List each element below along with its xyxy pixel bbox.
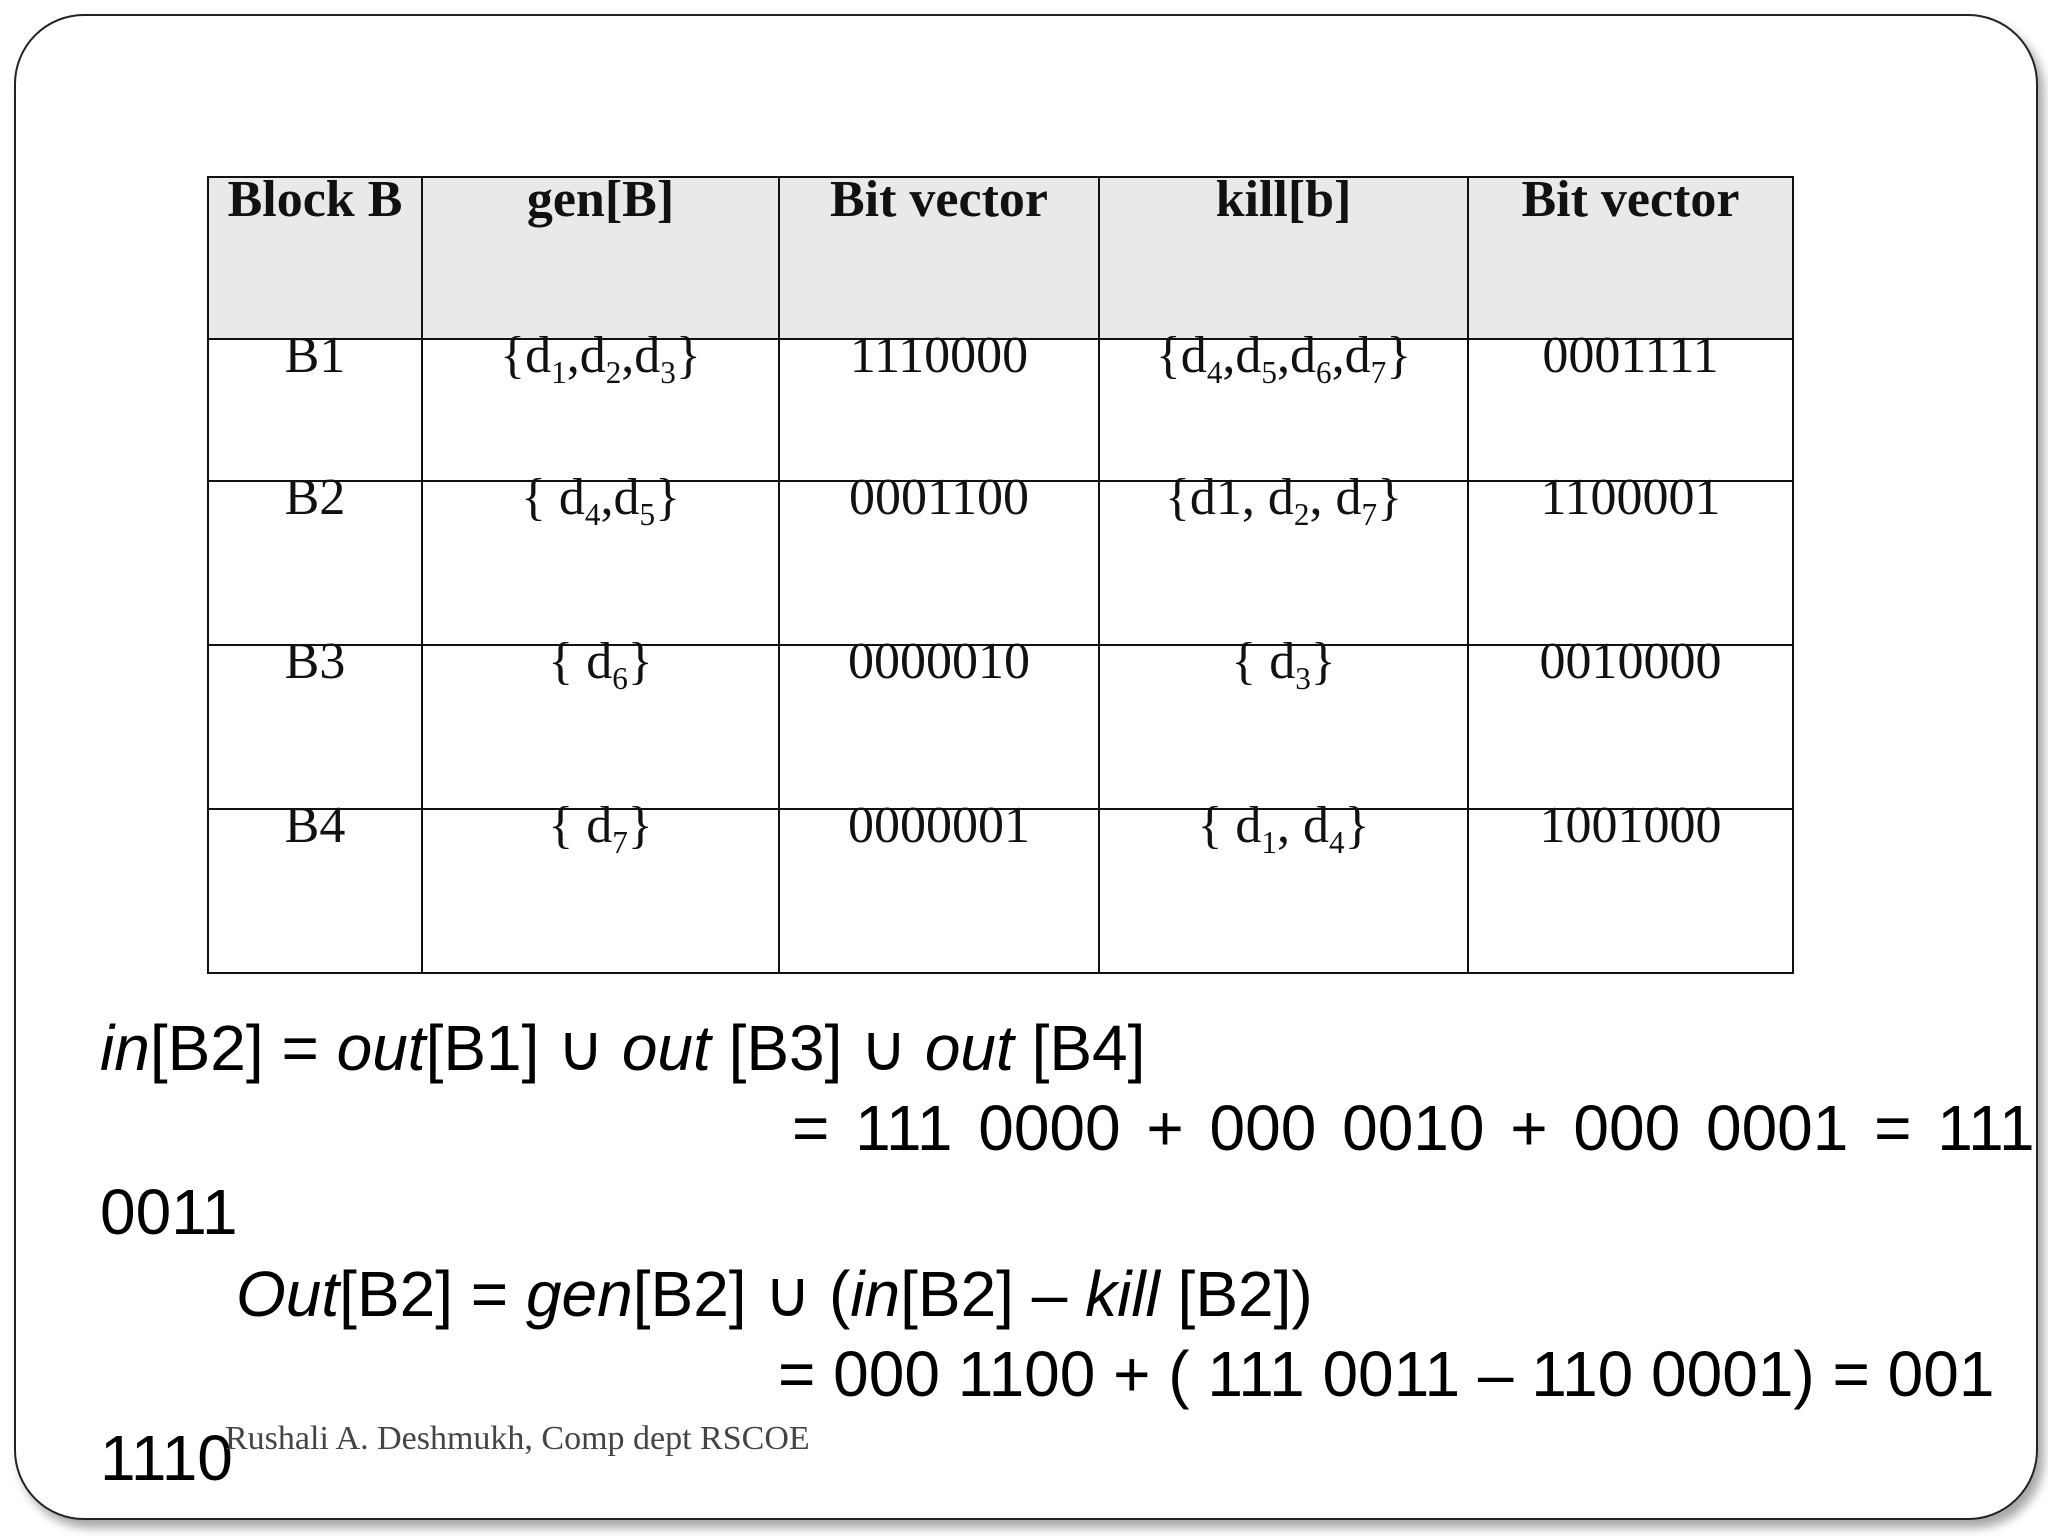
cell-block: B1 [208, 339, 422, 481]
equation-in-b2: in[B2] = out[B1] ∪ out [B3] ∪ out [B4] [100, 1012, 1146, 1084]
cell-gen-bits: 0000010 [779, 645, 1099, 809]
equation-in-b2-value-cont: 0011 [100, 1176, 238, 1248]
gen-kill-table [207, 171, 1794, 974]
cell-gen-set: { $d_4,d_5$} [422, 481, 779, 645]
cell-kill-bits: 1001000 [1468, 809, 1793, 973]
cell-gen-set: $\{d_1,d_2,d_3\}$ [422, 339, 779, 481]
table-row [208, 645, 1793, 809]
equation-in-b2-value: = 111 0000 + 000 0010 + 000 0001 = 111 [792, 1092, 2035, 1164]
equation-out-b2: Out[B2] = gen[B2] ∪ (in[B2] – kill [B2]) [236, 1258, 1313, 1330]
cell-block: B2 [208, 481, 422, 645]
equation-out-b2-value-cont: 1110 [100, 1422, 233, 1494]
cell-kill-set: { $d_1$, $d_4$} [1099, 809, 1468, 973]
header-kill: kill[b] [1099, 177, 1468, 339]
cell-block: B3 [208, 645, 422, 809]
cell-gen-set: { $d_7$} [422, 809, 779, 973]
cell-kill-bits: 0010000 [1468, 645, 1793, 809]
table-row [208, 809, 1793, 973]
footer-credit: Rushali A. Deshmukh, Comp dept RSCOE [225, 1420, 810, 1457]
cell-kill-bits: 1100001 [1468, 481, 1793, 645]
cell-gen-bits: 1110000 [779, 339, 1099, 481]
cell-gen-bits: 0001100 [779, 481, 1099, 645]
cell-kill-set: { $d_3$} [1099, 645, 1468, 809]
table-row [208, 339, 1793, 481]
header-kill-bitvector: Bit vector [1468, 177, 1793, 339]
cell-kill-bits: 0001111 [1468, 339, 1793, 481]
header-gen-bitvector: Bit vector [779, 177, 1099, 339]
table-header-row [208, 177, 1793, 339]
equation-out-b2-value: = 000 1100 + ( 111 0011 – 110 0001) = 001 [778, 1338, 1995, 1410]
header-gen: gen[B] [422, 177, 779, 339]
cell-kill-set: $\{d_4,d_5,d_6,d_7\}$ [1099, 339, 1468, 481]
cell-kill-set: {d1, $d_2$, $d_7$} [1099, 481, 1468, 645]
cell-gen-bits: 0000001 [779, 809, 1099, 973]
header-block: Block B [208, 177, 422, 339]
cell-block: B4 [208, 809, 422, 973]
cell-gen-set: { $d_6$} [422, 645, 779, 809]
table-row [208, 481, 1793, 645]
